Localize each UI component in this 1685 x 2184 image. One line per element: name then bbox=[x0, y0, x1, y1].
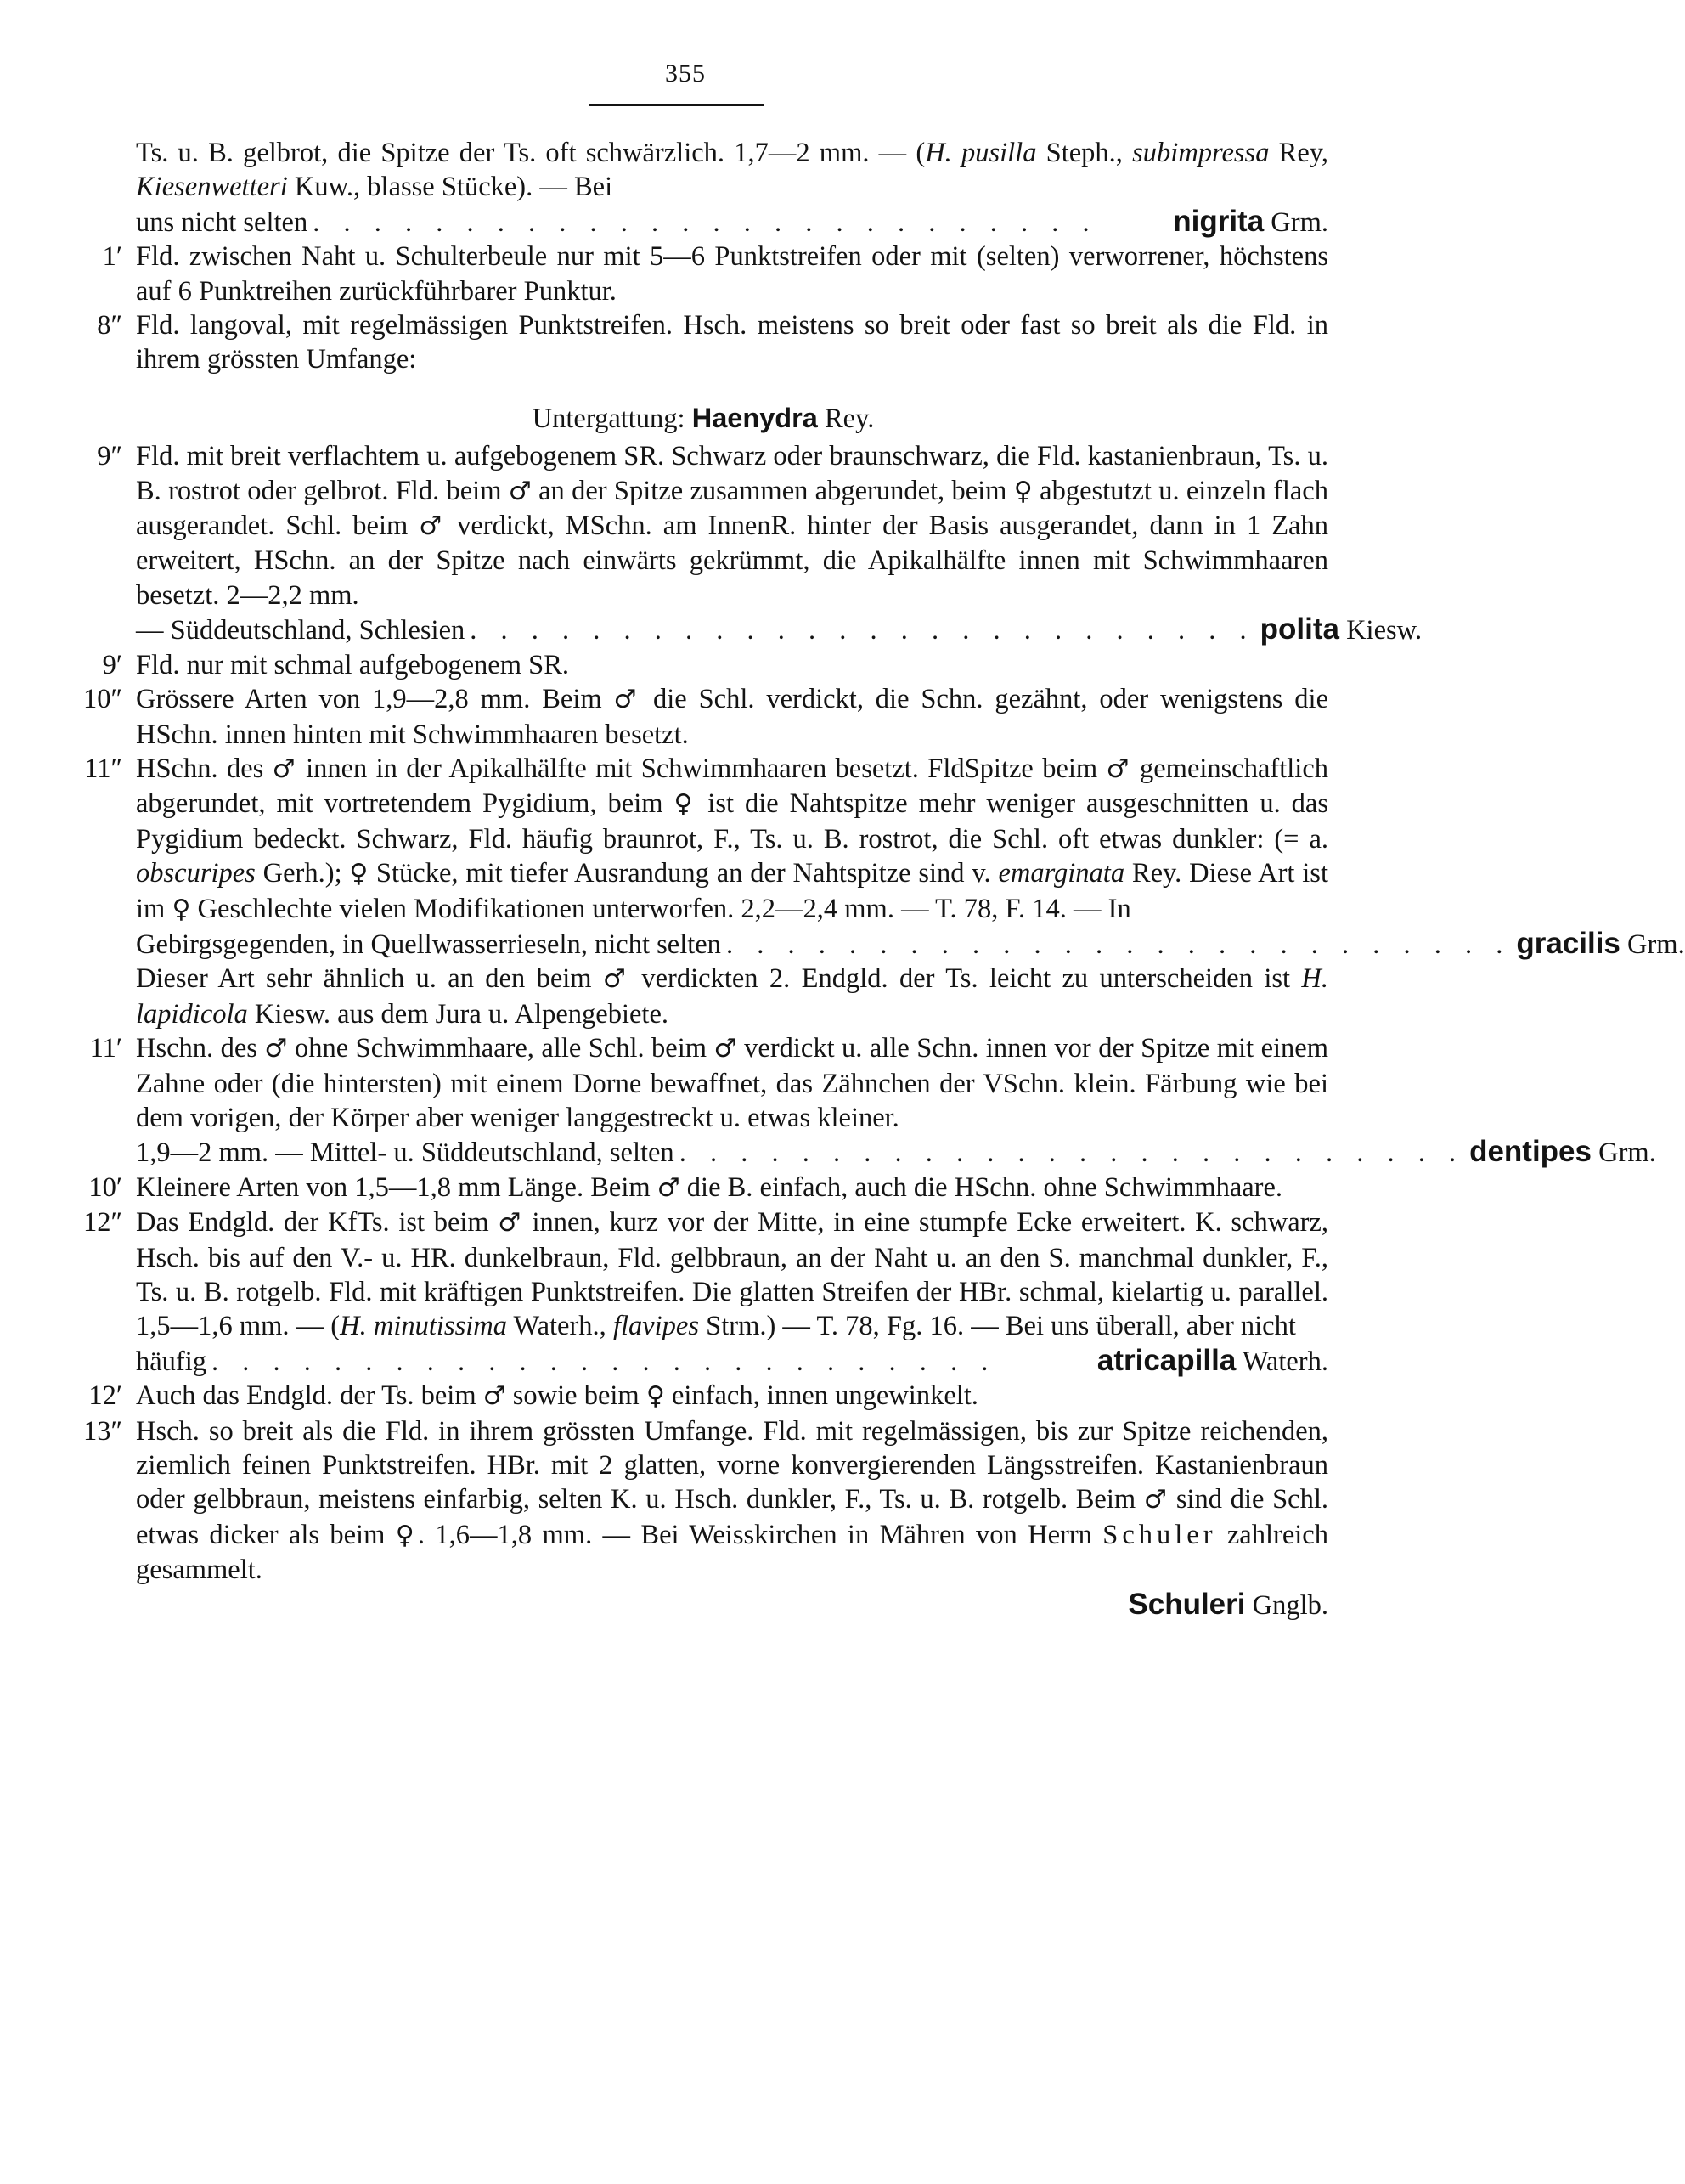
male-symbol-icon: ♂ bbox=[482, 1381, 506, 1412]
couplet-number: 9′ bbox=[102, 649, 122, 680]
couplet-number: 10′ bbox=[88, 1171, 122, 1203]
male-symbol-icon: ♂ bbox=[657, 1172, 680, 1203]
female-symbol-icon: ♀ bbox=[645, 1381, 665, 1412]
entry-text: Fld. nur mit schmal aufgebogenem SR. bbox=[136, 649, 570, 680]
synonym: flavipes bbox=[612, 1311, 700, 1342]
entry-text: Kleinere Arten von 1,5—1,8 mm Länge. Beim bbox=[136, 1171, 657, 1203]
subgenus-prefix: Untergattung: bbox=[532, 403, 685, 434]
entry-text: sind die Schl. etwas dicker als beim bbox=[136, 1484, 1328, 1550]
taxon-line bbox=[136, 612, 1423, 647]
species-author: Waterh. bbox=[1236, 1346, 1328, 1377]
key-entry-11-prime bbox=[78, 1031, 1656, 1171]
entry-text: Hschn. des bbox=[136, 1033, 265, 1064]
couplet-number: 8″ bbox=[97, 310, 122, 341]
key-entry-intro bbox=[78, 136, 1328, 240]
species-author: Grm. bbox=[1591, 1137, 1656, 1169]
couplet-number: 13″ bbox=[82, 1415, 122, 1447]
leader-dots: . . . . . . . . . . . . . . . . . . . . . . . . . . bbox=[211, 1346, 997, 1377]
entry-text: Hsch. so breit als die Fld. in ihrem grössten Umfange. Fld. mit regelmässigen, bis zur Spitze reichenden, ziemlich feinen Punktstreifen. HBr. mit 2 glatten, vorne konvergierenden Längsstreifen. Kastanienbraun oder gelbbraun, meistens einfarbig, selten K. u. Hsch. dunkler, F., Ts. u. B. rotgelb. Beim bbox=[136, 1415, 1328, 1515]
locality-text: — Süddeutschland, Schlesien bbox=[136, 615, 465, 646]
synonym: H. minutissima bbox=[340, 1311, 507, 1342]
entry-text: Ts. u. B. gelbrot, die Spitze der Ts. oft schwärzlich. 1,7—2 mm. — ( bbox=[136, 138, 926, 168]
entry-text: Grössere Arten von 1,9—2,8 mm. Beim bbox=[136, 684, 614, 715]
species-reference: H. lapidicola bbox=[136, 963, 1328, 1030]
entry-text: innen in der Apikalhälfte mit Schwimmhaaren besetzt. FldSpitze beim bbox=[296, 753, 1107, 784]
entry-text: Fld. langoval, mit regelmässigen Punktstreifen. Hsch. meistens so breit oder fast so breit als die Fld. in ihrem grössten Umfange: bbox=[136, 310, 1328, 375]
synonym: subimpressa bbox=[1132, 138, 1270, 168]
entry-text: Auch das Endgld. der Ts. beim bbox=[136, 1380, 483, 1412]
entry-text: . 1,6—1,8 mm. — Bei Weisskirchen in Mähren von Herrn bbox=[417, 1519, 1103, 1550]
female-symbol-icon: ♀ bbox=[673, 789, 697, 820]
entry-text: verdickten 2. Endgld. der Ts. leicht zu unterscheiden ist bbox=[630, 963, 1302, 995]
key-entry-13-double-prime bbox=[78, 1414, 1328, 1622]
entry-text: Strm.) — T. 78, Fg. 16. — Bei uns überall, aber nicht bbox=[699, 1311, 1296, 1342]
species-name: atricapilla bbox=[1096, 1343, 1237, 1377]
female-symbol-icon: ♀ bbox=[172, 894, 191, 924]
male-symbol-icon: ♂ bbox=[419, 511, 447, 542]
key-entry-12-double-prime bbox=[78, 1205, 1328, 1379]
entry-text: Kiesw. aus dem Jura u. Alpengebiete. bbox=[247, 998, 668, 1030]
key-entry-11-double-prime bbox=[78, 752, 1685, 1031]
entry-text: verdickt u. alle Schn. innen vor der Spitze mit einem Zahne oder (die hintersten) mit einem Dorne bewaffnet, das Zähnchen der VSchn. klein. Färbung wie bei dem vorigen, der Körper aber weniger langgestreckt u. etwas kleiner. bbox=[136, 1033, 1328, 1133]
entry-text: einfach, innen ungewinkelt. bbox=[664, 1380, 978, 1412]
entry-text: an der Spitze zusammen abgerundet, beim bbox=[531, 475, 1014, 506]
male-symbol-icon: ♂ bbox=[613, 685, 642, 715]
entry-text: Kuw., blasse Stücke). — Bei bbox=[287, 172, 613, 203]
key-entry-10-double-prime bbox=[78, 682, 1328, 752]
key-entry-8-double-prime bbox=[78, 308, 1328, 377]
male-symbol-icon: ♂ bbox=[1106, 753, 1131, 784]
synonym: H. pusilla bbox=[925, 138, 1037, 168]
leader-dots: . . . . . . . . . . . . . . . . . . . . . . . . . . bbox=[313, 206, 1098, 238]
couplet-number: 11′ bbox=[89, 1033, 122, 1064]
species-name: Schuleri bbox=[1128, 1587, 1246, 1621]
male-symbol-icon: ♂ bbox=[272, 753, 297, 784]
entry-text: HSchn. des bbox=[136, 753, 273, 784]
key-entry-1-prime bbox=[78, 240, 1328, 308]
subgenus-heading bbox=[78, 401, 1328, 436]
entry-text: ohne Schwimmhaare, alle Schl. beim bbox=[287, 1033, 714, 1064]
key-text bbox=[78, 136, 1685, 1622]
leader-dots: . . . . . . . . . . . . . . . . . . . . . . . . . . bbox=[470, 615, 1255, 646]
species-name: nigrita bbox=[1173, 204, 1265, 238]
subgenus-name: Haenydra bbox=[691, 402, 818, 433]
entry-text: Fld. zwischen Naht u. Schulterbeule nur mit 5—6 Punktstreifen oder mit (selten) verworrener, höchstens auf 6 Punktreihen zurückführbarer Punktur. bbox=[136, 241, 1328, 307]
male-symbol-icon: ♂ bbox=[713, 1034, 737, 1064]
couplet-number: 10″ bbox=[82, 684, 122, 715]
entry-text: Gerh.); bbox=[255, 858, 350, 889]
couplet-number: 9″ bbox=[97, 441, 122, 472]
species-author: Kiesw. bbox=[1338, 615, 1423, 646]
couplet-number: 1′ bbox=[102, 241, 122, 273]
species-author: Grm. bbox=[1264, 206, 1328, 238]
male-symbol-icon: ♂ bbox=[498, 1208, 523, 1239]
species-name: dentipes bbox=[1469, 1135, 1592, 1169]
female-symbol-icon: ♀ bbox=[1013, 476, 1033, 506]
couplet-number: 12′ bbox=[88, 1380, 122, 1412]
locality-text: häufig bbox=[136, 1346, 207, 1377]
locality-text: Gebirgsgegenden, in Quellwasserrieseln, nicht selten bbox=[136, 928, 721, 960]
taxon-line bbox=[136, 926, 1685, 962]
male-symbol-icon: ♂ bbox=[508, 476, 532, 506]
subgenus-author: Rey. bbox=[824, 403, 875, 434]
taxon-line bbox=[136, 1344, 1328, 1379]
entry-text: Rey. Diese Art ist im bbox=[136, 858, 1328, 924]
entry-text: verdickt, MSchn. am InnenR. hinter der Basis ausgerandet, dann in 1 Zahn erweitert, HSchn. an der Spitze nach einwärts gekrümmt, die Apikalhälfte innen mit Schwimmhaaren besetzt. 2—2,2 mm. bbox=[136, 511, 1328, 611]
species-author: Grm. bbox=[1620, 928, 1685, 960]
taxon-line bbox=[136, 1135, 1656, 1170]
entry-text: abgestutzt u. einzeln flach ausgerandet. Schl. beim bbox=[136, 475, 1328, 542]
key-entry-9-prime bbox=[78, 648, 1328, 682]
key-entry-10-prime bbox=[78, 1171, 1328, 1205]
leader-dots: . . . . . . . . . . . . . . . . . . . . . . . . . . bbox=[725, 928, 1512, 960]
locality-text: 1,9—2 mm. — Mittel- u. Süddeutschland, selten bbox=[136, 1137, 674, 1169]
entry-text: Dieser Art sehr ähnlich u. an den beim bbox=[136, 963, 603, 995]
entry-text: Fld. mit breit verflachtem u. aufgebogenem SR. Schwarz oder braunschwarz, die Fld. kastanienbraun, Ts. u. B. rostrot oder gelbrot. Fld. beim bbox=[136, 441, 1328, 506]
couplet-number: 12″ bbox=[82, 1207, 122, 1239]
male-symbol-icon: ♂ bbox=[602, 964, 631, 995]
leader-dots: . . . . . . . . . . . . . . . . . . . . . . . . . . bbox=[679, 1137, 1465, 1169]
female-symbol-icon: ♀ bbox=[395, 1520, 418, 1550]
entry-text: zahlreich gesammelt. bbox=[136, 1519, 1328, 1586]
entry-text: Geschlechte vielen Modifikationen unterworfen. 2,2—2,4 mm. — T. 78, F. 14. — In bbox=[190, 893, 1131, 924]
entry-text: Rey, bbox=[1269, 138, 1329, 168]
couplet-number: 11″ bbox=[84, 753, 122, 784]
entry-text: Waterh., bbox=[506, 1311, 613, 1342]
species-name: gracilis bbox=[1516, 926, 1620, 960]
entry-text: gemeinschaftlich abgerundet, mit vortretendem Pygidium, beim bbox=[136, 753, 1328, 820]
key-entry-12-prime bbox=[78, 1379, 1328, 1414]
synonym: Kiesenwetteri bbox=[136, 172, 288, 203]
taxon-line bbox=[136, 1588, 1328, 1622]
header-rule bbox=[589, 104, 764, 106]
variety-name: emarginata bbox=[998, 858, 1125, 889]
species-author: Gnglb. bbox=[1245, 1589, 1328, 1621]
male-symbol-icon: ♂ bbox=[264, 1034, 288, 1064]
variety-name: obscuripes bbox=[136, 858, 256, 889]
entry-text: innen, kurz vor der Mitte, in eine stumpfe Ecke erweitert. K. schwarz, Hsch. bis auf den V.- u. HR. dunkelbraun, Fld. gelbbraun, an der Naht u. an den S. manchmal dunkler, F., Ts. u. B. rotgelb. Fld. mit kräftigen Punktstreifen. Die glatten Streifen der HBr. schmal, kielartig u. parallel. 1,5—1,6 mm. — ( bbox=[136, 1207, 1329, 1342]
entry-text: ist die Nahtspitze mehr weniger ausgeschnitten u. das Pygidium bedeckt. Schwarz, Fld. häufig braunrot, F., Ts. u. B. rostrot, die Schl. oft etwas dunkler: (= a. bbox=[136, 788, 1328, 855]
female-symbol-icon: ♀ bbox=[349, 859, 369, 889]
collector-name: Schuler bbox=[1102, 1519, 1217, 1550]
entry-text: Das Endgld. der KfTs. ist beim bbox=[136, 1207, 499, 1239]
page-number: 355 bbox=[665, 59, 706, 87]
entry-text: die B. einfach, auch die HSchn. ohne Schwimmhaare. bbox=[679, 1171, 1283, 1203]
entry-text: sowie beim bbox=[505, 1380, 646, 1412]
male-symbol-icon: ♂ bbox=[1143, 1485, 1169, 1515]
locality-text: uns nicht selten bbox=[136, 206, 308, 238]
taxon-line bbox=[136, 205, 1328, 240]
entry-text: Stücke, mit tiefer Ausrandung an der Nahtspitze sind v. bbox=[369, 858, 999, 889]
key-entry-9-double-prime bbox=[78, 439, 1423, 647]
entry-text: die Schl. verdickt, die Schn. gezähnt, oder wenigstens die HSchn. innen hinten mit Schwimmhaaren besetzt. bbox=[136, 684, 1329, 750]
entry-text: Steph., bbox=[1036, 138, 1133, 168]
species-name: polita bbox=[1260, 612, 1339, 646]
